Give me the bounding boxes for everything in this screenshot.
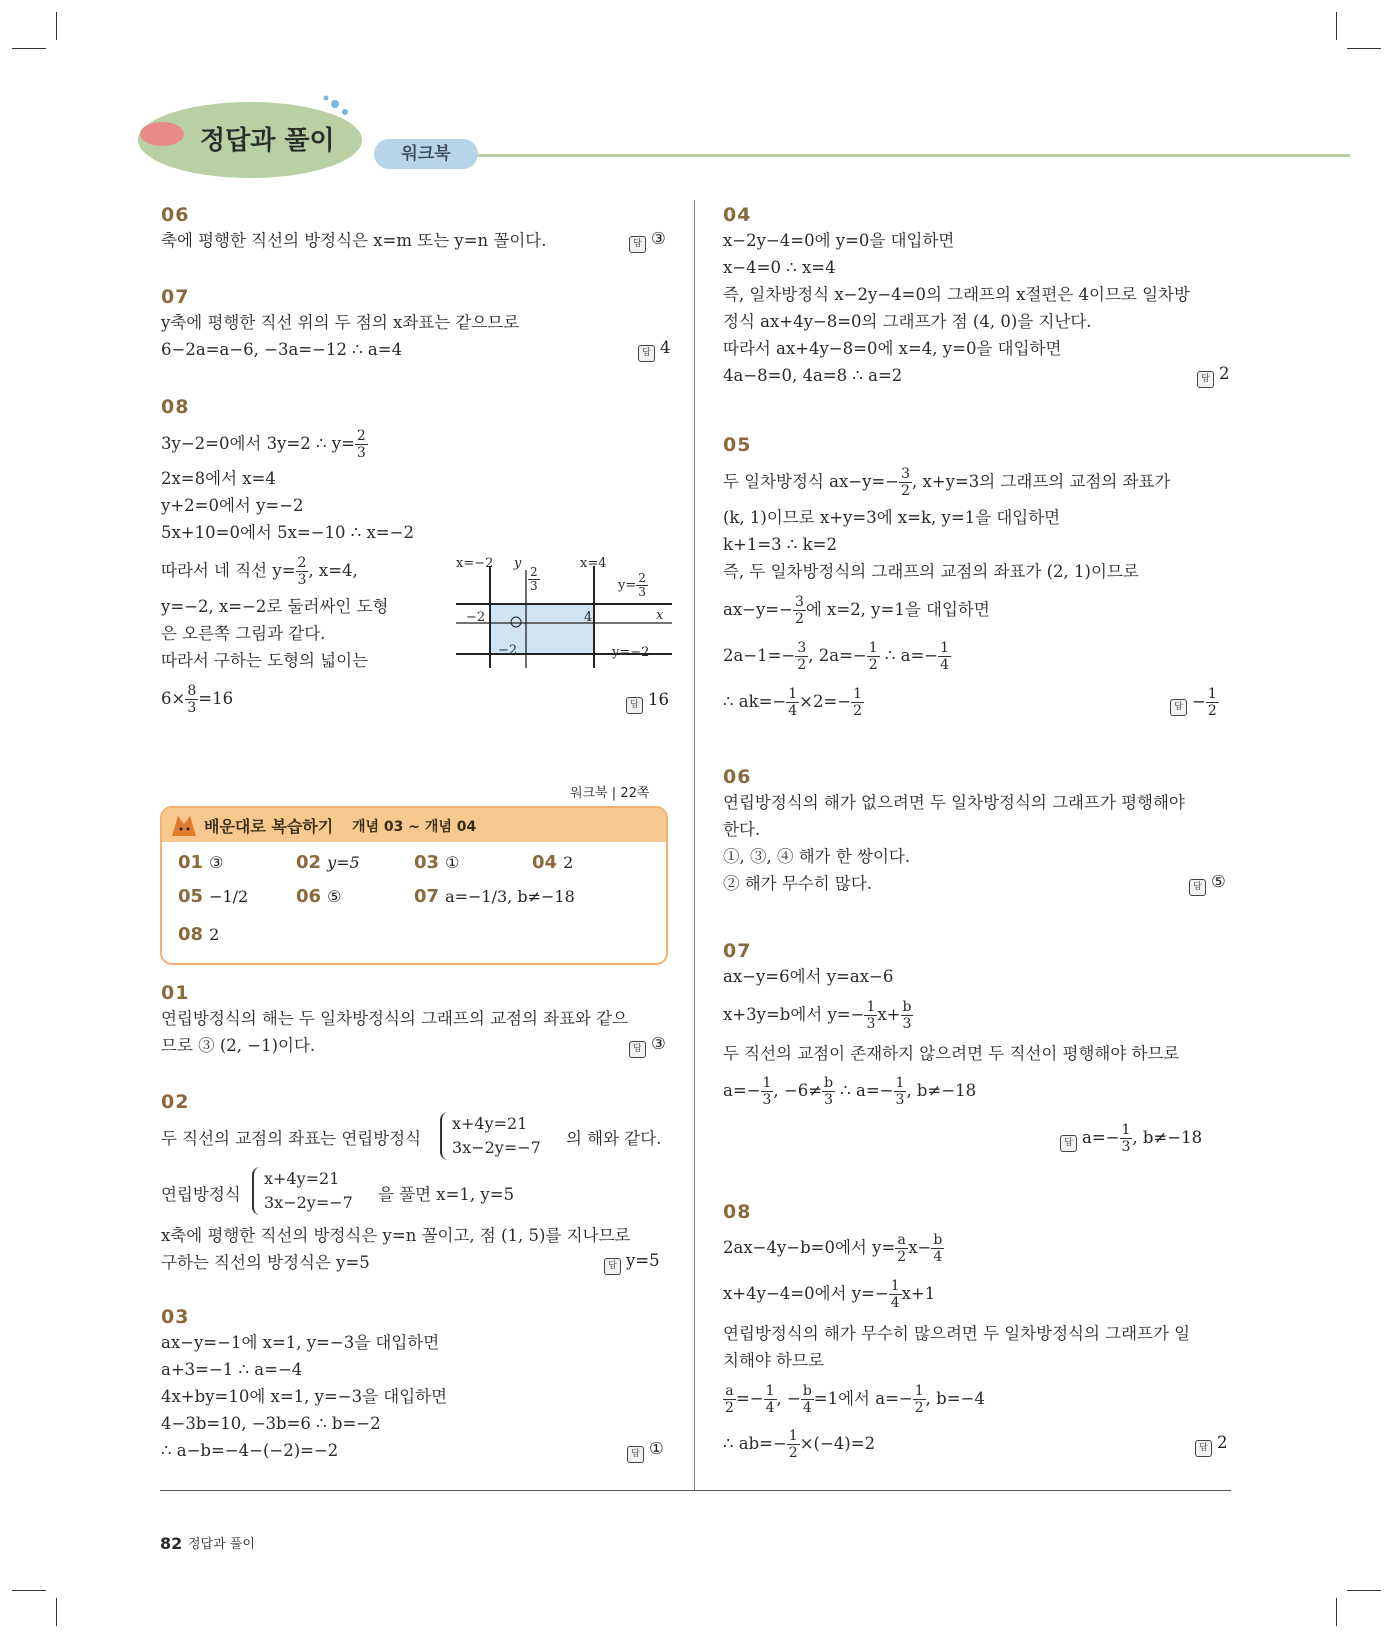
water-drop [331,100,339,108]
fish-mascot-icon [140,122,184,146]
workbook-page-ref: 워크북 | 22쪽 [570,786,650,801]
answer: 답 a=− $\frac{1}{3}$ , b≠−18 [1060,1122,1202,1155]
solution-line: x−2y−4=0에 y=0을 대입하면 [723,231,955,250]
solution-line: 2ax−4y−b=0에서 y= $\frac{a}{2}$ x− $\frac{b}{4}$ [723,1232,943,1265]
review-answer: 03 ① [414,852,460,873]
graph-label: 4 [584,610,593,625]
crop-mark [56,12,57,40]
solution-line: 연립방정식의 해가 없으려면 두 일차방정식의 그래프가 평행해야 [723,793,1185,812]
solution-line: ax−y=6에서 y=ax−6 [723,967,894,986]
review-concept: 개념 03 ~ 개념 04 [352,819,477,835]
solution-line: 4−3b=10, −3b=6 ∴ b=−2 [161,1414,381,1433]
crop-mark [1347,48,1381,49]
solution-line: x+4y−4=0에서 y=− $\frac{1}{4}$ x+1 [723,1278,936,1311]
review-header [162,808,666,842]
problem-number: 03 [161,1306,190,1328]
solution-line: 6× $\frac{8}{3}$ =16 [161,683,234,716]
solution-line: 따라서 ax+4y−8=0에 x=4, y=0을 대입하면 [723,339,1062,358]
problem-number: 04 [723,204,752,226]
solution-line: 의 해와 같다. [566,1129,662,1148]
crop-mark [56,1598,57,1626]
solution-line: 연립방정식의 해가 무수히 많으려면 두 일차방정식의 그래프가 일 [723,1324,1191,1343]
answer-mark-icon: 답 [638,345,655,362]
solution-line: $\frac{a}{2}$ =− $\frac{1}{4}$ , − $\frac{b}{4}$ =1에서 a=− $\frac{1}{2}$ , b=−4 [725,1383,985,1416]
graph-label: y [514,556,522,571]
solution-line: 구하는 직선의 방정식은 y=5 [161,1253,370,1272]
answer: 답 ① [627,1439,664,1463]
solution-line: (k, 1)이므로 x+y=3에 x=k, y=1을 대입하면 [723,508,1061,527]
solution-line: 4a−8=0, 4a=8 ∴ a=2 [723,366,903,385]
review-title: 배운대로 복습하기 [204,817,334,836]
answer: 답 ⑤ [1189,872,1226,896]
solution-line: 즉, 일차방정식 x−2y−4=0의 그래프의 x절편은 4이므로 일차방 [723,285,1190,304]
solution-line: ①, ③, ④ 해가 한 쌍이다. [723,847,911,866]
answer: 답 ③ [629,1034,666,1058]
review-answer: 06 ⑤ [296,886,342,907]
answer: 답 ③ [629,229,666,253]
answer-mark-icon: 답 [627,1446,644,1463]
graph-label: $\frac{2}{3}$ [530,565,538,593]
solution-line: a+3=−1 ∴ a=−4 [161,1360,303,1379]
solution-line: y축에 평행한 직선 위의 두 점의 x좌표는 같으므로 [161,313,520,332]
solution-line: k+1=3 ∴ k=2 [723,535,837,554]
solution-line: 을 풀면 x=1, y=5 [378,1185,515,1204]
solution-line: ② 해가 무수히 많다. [723,874,873,893]
graph-label: x=−2 [456,556,494,571]
problem-number: 08 [161,396,190,418]
crop-mark [12,48,46,49]
solution-line: 두 직선의 교점이 존재하지 않으려면 두 직선이 평행해야 하므로 [723,1044,1180,1063]
header-rule [460,154,1350,157]
solution-line: 4x+by=10에 x=1, y=−3을 대입하면 [161,1387,448,1406]
solution-line: 연립방정식 [161,1185,241,1204]
page-section-title: 정답과 풀이 [200,126,335,156]
solution-line: ∴ ab=− $\frac{1}{2}$ ×(−4)=2 [723,1428,876,1461]
workbook-badge: 워크북 [374,139,478,169]
equation-system: x+4y=21 3x−2y=−7 [440,1112,541,1160]
solution-line: y+2=0에서 y=−2 [161,496,304,515]
answer-mark-icon: 답 [1197,371,1214,388]
water-drop [324,96,329,101]
solution-line: 은 오른쪽 그림과 같다. [161,624,326,643]
solution-line: x+3y=b에서 y=− $\frac{1}{3}$ x+ $\frac{b}{3}$ [723,999,912,1032]
answer-mark-icon: 답 [629,1041,646,1058]
answer-mark-icon: 답 [1189,879,1206,896]
answer-mark-icon: 답 [604,1258,621,1275]
review-answer: 01 ③ [178,852,224,873]
solution-line: ax−y=−1에 x=1, y=−3을 대입하면 [161,1333,440,1352]
review-answer: 05 −1/2 [178,886,249,907]
answer: 답 16 [626,690,669,714]
solution-line: ∴ a−b=−4−(−2)=−2 [161,1441,339,1460]
solution-line: 두 직선의 교점의 좌표는 연립방정식 [161,1129,422,1148]
problem-number: 01 [161,982,190,1004]
answer: 답 2 [1197,364,1230,388]
solution-line: 5x+10=0에서 5x=−10 ∴ x=−2 [161,523,414,542]
review-answer: 08 2 [178,924,220,945]
answer: 답 4 [638,338,671,362]
graph-label: −2 [498,643,518,658]
problem-number: 02 [161,1091,190,1113]
problem-number: 06 [723,766,752,788]
graph-label: y=−2 [612,645,650,660]
solution-line: 따라서 네 직선 y= $\frac{2}{3}$ , x=4, [161,555,358,588]
problem-number: 06 [161,204,190,226]
answer: 답 − $\frac{1}{2}$ [1170,686,1219,719]
water-drop [342,109,348,115]
answer-mark-icon: 답 [1195,1440,1212,1457]
answer: 답 y=5 [604,1251,660,1275]
review-answer: 07 a=−1/3, b≠−18 [414,886,575,907]
solution-line: 2x=8에서 x=4 [161,469,276,488]
answer: 답 2 [1195,1433,1228,1457]
page-number: 82 [160,1534,183,1553]
answer-mark-icon: 답 [626,697,643,714]
problem-number: 05 [723,434,752,456]
graph-label: x=4 [580,556,607,571]
graph-label: −2 [466,610,486,625]
solution-line: 6−2a=a−6, −3a=−12 ∴ a=4 [161,340,403,359]
answer-mark-icon: 답 [1170,699,1187,716]
graph-label: x [656,608,664,623]
crop-mark [12,1590,46,1591]
crop-mark [1336,1598,1337,1626]
fox-mascot-icon [168,810,200,840]
solution-line: 연립방정식의 해는 두 일차방정식의 그래프의 교점의 좌표와 같으 [161,1009,629,1028]
crop-mark [1347,1590,1381,1591]
bottom-rule [160,1490,1231,1491]
answer-mark-icon: 답 [1060,1135,1077,1152]
graph-label: y= $\frac{2}{3}$ [618,571,646,599]
equation-system: x+4y=21 3x−2y=−7 [252,1167,353,1215]
solution-line: 따라서 구하는 도형의 넓이는 [161,651,369,670]
solution-line: 므로 ③ (2, −1)이다. [161,1036,316,1055]
problem-number: 07 [723,940,752,962]
solution-line: 두 일차방정식 ax−y=− $\frac{3}{2}$ , x+y=3의 그래프의 교점의 좌표가 [723,466,1171,499]
solution-line: y=−2, x=−2로 둘러싸인 도형 [161,597,389,616]
problem-number: 08 [723,1201,752,1223]
solution-line: 한다. [723,820,761,839]
solution-line: 치해야 하므로 [723,1351,824,1370]
solution-line: x축에 평행한 직선의 방정식은 y=n 꼴이고, 점 (1, 5)를 지나므로 [161,1226,631,1245]
solution-line: 2a−1=− $\frac{3}{2}$ , 2a=− $\frac{1}{2}$ ∴ a=− $\frac{1}{4}$ [723,640,950,673]
answer-mark-icon: 답 [629,236,646,253]
crop-mark [1336,12,1337,40]
solution-line: 즉, 두 일차방정식의 그래프의 교점의 좌표가 (2, 1)이므로 [723,562,1139,581]
review-answer: 02 y=5 [296,852,360,873]
solution-line: a=− $\frac{1}{3}$ , −6≠ $\frac{b}{3}$ ∴ a=− $\frac{1}{3}$ , b≠−18 [723,1075,977,1108]
solution-line: 축에 평행한 직선의 방정식은 x=m 또는 y=n 꼴이다. [161,231,547,250]
review-answer: 04 2 [532,852,574,873]
solution-line: ax−y=− $\frac{3}{2}$ 에 x=2, y=1을 대입하면 [723,594,990,627]
solution-line: 3y−2=0에서 3y=2 ∴ y= $\frac{2}{3}$ [161,428,366,461]
solution-line: x−4=0 ∴ x=4 [723,258,836,277]
solution-line: 정식 ax+4y−8=0의 그래프가 점 (4, 0)을 지난다. [723,312,1092,331]
solution-line: ∴ ak=− $\frac{1}{4}$ ×2=− $\frac{1}{2}$ [723,686,863,719]
column-divider [694,200,695,1490]
problem-number: 07 [161,286,190,308]
review-box [160,806,668,965]
footer-label: 정답과 풀이 [188,1537,255,1552]
